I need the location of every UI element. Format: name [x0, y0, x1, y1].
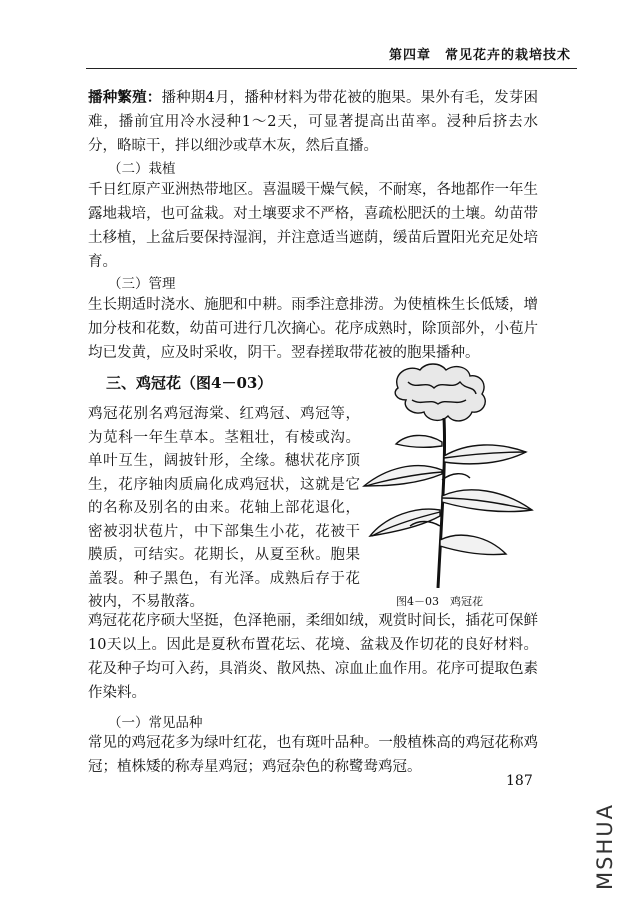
heading-management: （三）管理 [108, 276, 176, 292]
paragraph-varieties: 常见的鸡冠花多为绿叶红花，也有斑叶品种。一般植株高的鸡冠花称鸡冠；植株矮的称寿星鸡冠；鸡冠杂色的称鹭鸯鸡冠。 [88, 735, 538, 775]
watermark [593, 780, 615, 890]
paragraph-celosia-uses: 鸡冠花花序硕大坚挺，色泽艳丽，柔细如绒，观赏时间长，插花可保鲜10天以上。因此是夏秋布置花坛、花境、盆栽及作切花的良好材料。花及种子均可入药，具消炎、散风热、凉血止血作用。花序可提取色素作染料。 [88, 613, 538, 701]
paragraph-management: 生长期适时浇水、施肥和中耕。雨季注意排涝。为使植株生长低矮，增加分枝和花数，幼苗可进行几次摘心。花序成熟时，除顶部外，小苞片均已发黄，应及时采收，阴干。翌春搓取带花被的胞果播种。 [88, 297, 538, 361]
paragraph-celosia-description: 鸡冠花别名鸡冠海棠、红鸡冠、鸡冠等，为苋科一年生草本。茎粗壮，有棱或沟。单叶互生，阔披针形，全缘。穗状花序顶生，花序轴肉质扁化成鸡冠状，这就是它的名称及别名的由来。花轴上部花退化，密被羽状苞片，中下部集生小花，花被干膜质，可结实。花期长，从夏至秋。胞果盖裂。种子黑色，有光泽。成熟后存于花被内，不易散落。 [88, 406, 360, 610]
paragraph-cultivation: 千日红原产亚洲热带地区。喜温暖干燥气候，不耐寒，各地都作一年生露地栽培，也可盆栽。对土壤要求不严格，喜疏松肥沃的土壤。幼苗带土移植，上盆后要保持湿润，并注意适当遮荫，缓苗后置阳光充足处培育。 [88, 182, 538, 270]
sowing-lead: 播种繁殖： [88, 89, 162, 106]
header-rule [86, 68, 577, 69]
heading-cultivation: （二）栽植 [108, 161, 176, 177]
watermark-text: MSHUA [593, 803, 617, 890]
heading-varieties: （一）常见品种 [108, 715, 203, 731]
page-number: 187 [506, 773, 533, 789]
running-header: 第四章 常见花卉的栽培技术 [388, 48, 571, 63]
celosia-plant-illustration-icon [356, 360, 548, 588]
paragraph-sowing [88, 86, 538, 158]
sowing-text: 播种期4月，播种材料为带花被的胞果。果外有毛，发芽困难，播前宜用冷水浸种1～2天，可显著提高出苗率。浸种后挤去水分，略晾干，拌以细沙或草木灰，然后直播。 [88, 90, 538, 154]
figure-caption: 图4－03 鸡冠花 [396, 595, 483, 608]
section-title-celosia: 三、鸡冠花（图4－03） [106, 374, 273, 392]
